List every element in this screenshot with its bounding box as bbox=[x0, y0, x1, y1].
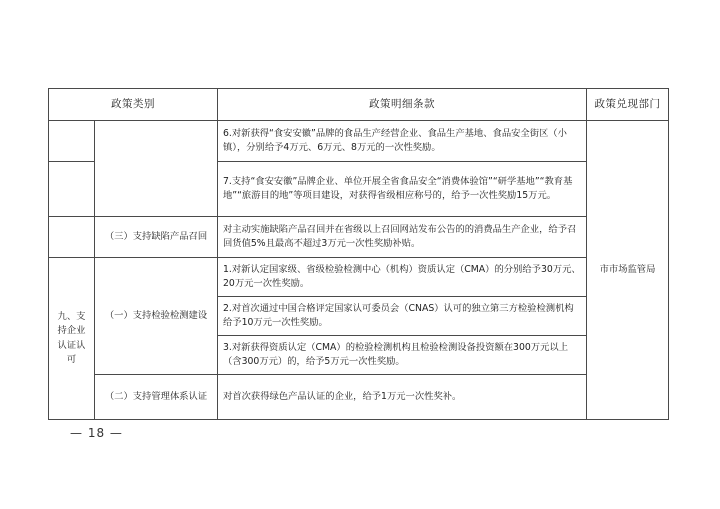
policy-detail-testing-3: 3.对新获得资质认定（CMA）的检验检测机构且检验检测设备投资额在300万元以上（含300万元）的，给予5万元一次性奖励。 bbox=[218, 336, 587, 375]
table-row bbox=[49, 258, 669, 297]
policy-detail-6: 6.对新获得“食安安徽”品牌的食品生产经营企业、食品生产基地、食品安全街区（小镇），分别给予4万元、6万元、8万元的一次性奖励。 bbox=[218, 121, 587, 162]
policy-detail-7: 7.支持“食安安徽”品牌企业、单位开展全省食品安全“消费体验馆”“研学基地”“教育基地”“旅游目的地”等项目建设，对获得省级相应称号的，给予一次性奖励15万元。 bbox=[218, 162, 587, 217]
policy-detail-testing-1: 1.对新认定国家级、省级检验检测中心（机构）资质认定（CMA）的分别给予30万元、20万元一次性奖励。 bbox=[218, 258, 587, 297]
policy-detail-testing-2: 2.对首次通过中国合格评定国家认可委员会（CNAS）认可的独立第三方检验检测机构给予10万元一次性奖励。 bbox=[218, 297, 587, 336]
department-cell: 市市场监管局 bbox=[587, 121, 669, 420]
header-department: 政策兑现部门 bbox=[587, 89, 669, 121]
policy-detail-management: 对首次获得绿色产品认证的企业，给予1万元一次性奖补。 bbox=[218, 375, 587, 420]
table-header-row bbox=[49, 89, 669, 121]
table-cell-empty bbox=[49, 162, 95, 217]
category-certification: 九、支持企业认证认可 bbox=[49, 258, 95, 420]
header-category: 政策类别 bbox=[49, 89, 218, 121]
page-number: — 18 — bbox=[70, 426, 123, 440]
subcategory-testing: （一）支持检验检测建设 bbox=[95, 258, 218, 375]
table-row bbox=[49, 217, 669, 258]
header-details: 政策明细条款 bbox=[218, 89, 587, 121]
table-cell-empty bbox=[49, 121, 95, 162]
subcategory-management: （二）支持管理体系认证 bbox=[95, 375, 218, 420]
policy-table bbox=[48, 88, 669, 420]
table-row bbox=[49, 375, 669, 420]
subcategory-recall: （三）支持缺陷产品召回 bbox=[95, 217, 218, 258]
table-row bbox=[49, 121, 669, 162]
table-cell-empty bbox=[49, 217, 95, 258]
table-cell-empty bbox=[95, 121, 218, 217]
policy-detail-recall: 对主动实施缺陷产品召回并在省级以上召回网站发布公告的的消费品生产企业，给予召回货值5%且最高不超过3万元一次性奖励补贴。 bbox=[218, 217, 587, 258]
